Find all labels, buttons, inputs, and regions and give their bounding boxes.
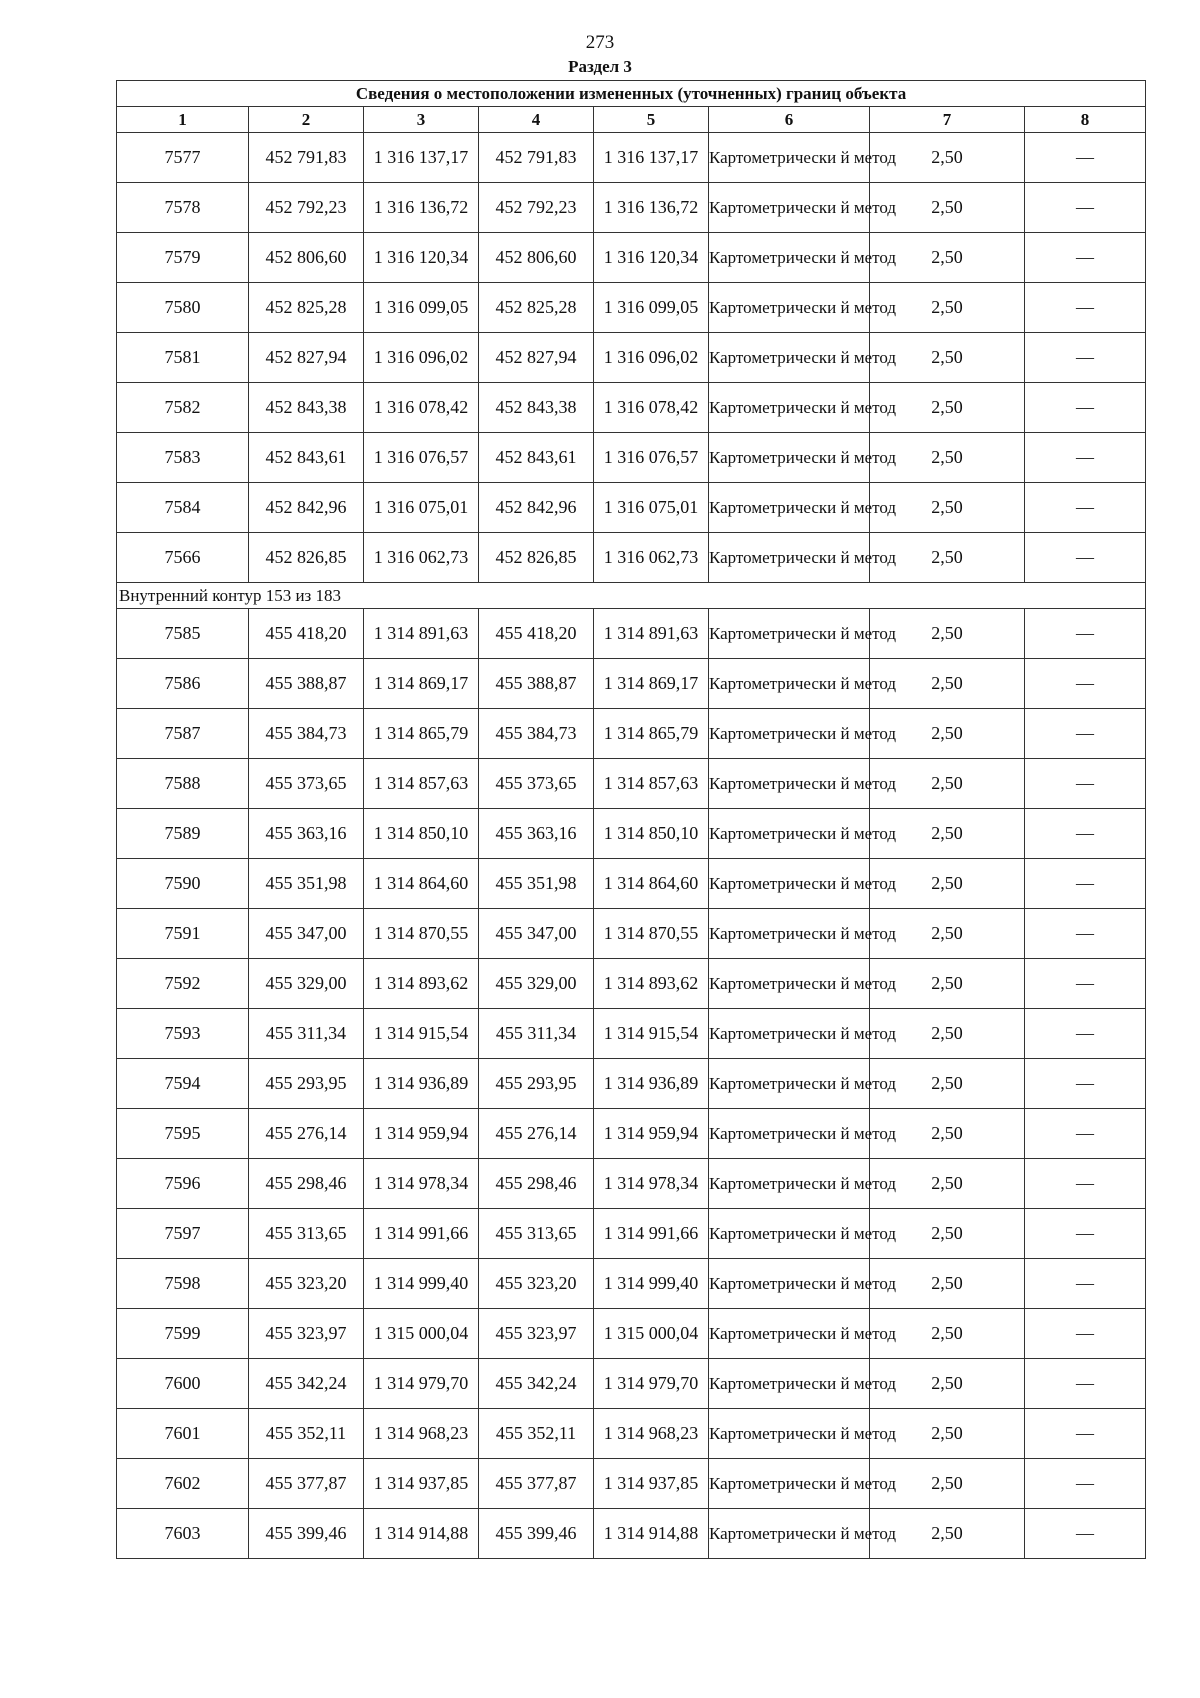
accuracy-cell: 2,50 xyxy=(870,433,1025,483)
point-number-cell: 7597 xyxy=(117,1209,249,1259)
y-existing-cell: 1 314 914,88 xyxy=(364,1509,479,1559)
point-number-cell: 7566 xyxy=(117,533,249,583)
x-refined-cell: 455 384,73 xyxy=(479,709,594,759)
table-row xyxy=(117,433,1146,483)
y-refined-cell: 1 316 075,01 xyxy=(594,483,709,533)
table-row xyxy=(117,709,1146,759)
point-number-cell: 7579 xyxy=(117,233,249,283)
accuracy-cell: 2,50 xyxy=(870,1159,1025,1209)
y-existing-cell: 1 314 915,54 xyxy=(364,1009,479,1059)
accuracy-cell: 2,50 xyxy=(870,959,1025,1009)
point-number-cell: 7592 xyxy=(117,959,249,1009)
accuracy-cell: 2,50 xyxy=(870,1109,1025,1159)
x-existing-cell: 452 827,94 xyxy=(249,333,364,383)
point-number-cell: 7601 xyxy=(117,1409,249,1459)
table-row xyxy=(117,1509,1146,1559)
y-refined-cell: 1 314 937,85 xyxy=(594,1459,709,1509)
x-refined-cell: 452 843,38 xyxy=(479,383,594,433)
note-cell: — xyxy=(1025,1309,1146,1359)
table-row xyxy=(117,1409,1146,1459)
table-row xyxy=(117,659,1146,709)
accuracy-cell: 2,50 xyxy=(870,1259,1025,1309)
accuracy-cell: 2,50 xyxy=(870,1409,1025,1459)
method-cell: Картометрически й метод xyxy=(709,133,870,183)
method-cell: Картометрически й метод xyxy=(709,1409,870,1459)
accuracy-cell: 2,50 xyxy=(870,333,1025,383)
y-refined-cell: 1 314 865,79 xyxy=(594,709,709,759)
accuracy-cell: 2,50 xyxy=(870,233,1025,283)
method-cell: Картометрически й метод xyxy=(709,483,870,533)
y-existing-cell: 1 314 893,62 xyxy=(364,959,479,1009)
x-existing-cell: 455 388,87 xyxy=(249,659,364,709)
point-number-cell: 7584 xyxy=(117,483,249,533)
y-refined-cell: 1 314 914,88 xyxy=(594,1509,709,1559)
table-row xyxy=(117,1059,1146,1109)
point-number-cell: 7598 xyxy=(117,1259,249,1309)
x-existing-cell: 455 311,34 xyxy=(249,1009,364,1059)
y-refined-cell: 1 314 968,23 xyxy=(594,1409,709,1459)
accuracy-cell: 2,50 xyxy=(870,1009,1025,1059)
x-existing-cell: 455 293,95 xyxy=(249,1059,364,1109)
accuracy-cell: 2,50 xyxy=(870,1059,1025,1109)
y-refined-cell: 1 314 850,10 xyxy=(594,809,709,859)
note-cell: — xyxy=(1025,383,1146,433)
y-existing-cell: 1 316 120,34 xyxy=(364,233,479,283)
x-existing-cell: 452 792,23 xyxy=(249,183,364,233)
method-cell: Картометрически й метод xyxy=(709,1159,870,1209)
table-row xyxy=(117,533,1146,583)
x-existing-cell: 455 329,00 xyxy=(249,959,364,1009)
y-refined-cell: 1 314 893,62 xyxy=(594,959,709,1009)
note-cell: — xyxy=(1025,1059,1146,1109)
y-refined-cell: 1 316 136,72 xyxy=(594,183,709,233)
method-cell: Картометрически й метод xyxy=(709,333,870,383)
method-cell: Картометрически й метод xyxy=(709,1009,870,1059)
x-existing-cell: 455 418,20 xyxy=(249,609,364,659)
point-number-cell: 7591 xyxy=(117,909,249,959)
point-number-cell: 7599 xyxy=(117,1309,249,1359)
note-cell: — xyxy=(1025,909,1146,959)
y-refined-cell: 1 315 000,04 xyxy=(594,1309,709,1359)
y-existing-cell: 1 315 000,04 xyxy=(364,1309,479,1359)
method-cell: Картометрически й метод xyxy=(709,659,870,709)
y-existing-cell: 1 314 865,79 xyxy=(364,709,479,759)
note-cell: — xyxy=(1025,1409,1146,1459)
y-existing-cell: 1 314 968,23 xyxy=(364,1409,479,1459)
method-cell: Картометрически й метод xyxy=(709,1359,870,1409)
x-existing-cell: 455 313,65 xyxy=(249,1209,364,1259)
x-existing-cell: 455 399,46 xyxy=(249,1509,364,1559)
note-cell: — xyxy=(1025,1509,1146,1559)
y-existing-cell: 1 314 979,70 xyxy=(364,1359,479,1409)
note-cell: — xyxy=(1025,1109,1146,1159)
point-number-cell: 7589 xyxy=(117,809,249,859)
column-number: 5 xyxy=(594,107,709,133)
x-existing-cell: 452 806,60 xyxy=(249,233,364,283)
method-cell: Картометрически й метод xyxy=(709,433,870,483)
x-existing-cell: 452 825,28 xyxy=(249,283,364,333)
x-refined-cell: 455 351,98 xyxy=(479,859,594,909)
column-number: 3 xyxy=(364,107,479,133)
y-refined-cell: 1 316 062,73 xyxy=(594,533,709,583)
method-cell: Картометрически й метод xyxy=(709,1209,870,1259)
table-row xyxy=(117,759,1146,809)
point-number-cell: 7600 xyxy=(117,1359,249,1409)
table-row xyxy=(117,333,1146,383)
table-row xyxy=(117,609,1146,659)
table-row xyxy=(117,383,1146,433)
table-row xyxy=(117,959,1146,1009)
x-refined-cell: 455 323,97 xyxy=(479,1309,594,1359)
x-refined-cell: 455 313,65 xyxy=(479,1209,594,1259)
method-cell: Картометрически й метод xyxy=(709,183,870,233)
accuracy-cell: 2,50 xyxy=(870,609,1025,659)
point-number-cell: 7577 xyxy=(117,133,249,183)
x-refined-cell: 452 791,83 xyxy=(479,133,594,183)
accuracy-cell: 2,50 xyxy=(870,383,1025,433)
table-row xyxy=(117,133,1146,183)
y-existing-cell: 1 316 076,57 xyxy=(364,433,479,483)
y-refined-cell: 1 314 936,89 xyxy=(594,1059,709,1109)
method-cell: Картометрически й метод xyxy=(709,859,870,909)
point-number-cell: 7581 xyxy=(117,333,249,383)
note-cell: — xyxy=(1025,609,1146,659)
contour-label: Внутренний контур 153 из 183 xyxy=(117,583,1146,609)
method-cell: Картометрически й метод xyxy=(709,383,870,433)
x-existing-cell: 455 352,11 xyxy=(249,1409,364,1459)
accuracy-cell: 2,50 xyxy=(870,1209,1025,1259)
x-existing-cell: 455 384,73 xyxy=(249,709,364,759)
y-existing-cell: 1 314 991,66 xyxy=(364,1209,479,1259)
x-refined-cell: 452 825,28 xyxy=(479,283,594,333)
x-refined-cell: 452 827,94 xyxy=(479,333,594,383)
point-number-cell: 7580 xyxy=(117,283,249,333)
accuracy-cell: 2,50 xyxy=(870,183,1025,233)
method-cell: Картометрически й метод xyxy=(709,609,870,659)
accuracy-cell: 2,50 xyxy=(870,1509,1025,1559)
x-existing-cell: 452 826,85 xyxy=(249,533,364,583)
y-existing-cell: 1 314 891,63 xyxy=(364,609,479,659)
method-cell: Картометрически й метод xyxy=(709,1309,870,1359)
table-caption: Сведения о местоположении измененных (уточненных) границ объекта xyxy=(117,81,1146,107)
x-existing-cell: 452 843,61 xyxy=(249,433,364,483)
y-existing-cell: 1 314 978,34 xyxy=(364,1159,479,1209)
method-cell: Картометрически й метод xyxy=(709,1459,870,1509)
y-existing-cell: 1 314 864,60 xyxy=(364,859,479,909)
point-number-cell: 7587 xyxy=(117,709,249,759)
method-cell: Картометрически й метод xyxy=(709,1259,870,1309)
accuracy-cell: 2,50 xyxy=(870,909,1025,959)
y-refined-cell: 1 314 891,63 xyxy=(594,609,709,659)
note-cell: — xyxy=(1025,809,1146,859)
table-row xyxy=(117,1309,1146,1359)
y-existing-cell: 1 314 937,85 xyxy=(364,1459,479,1509)
column-number-row xyxy=(117,107,1146,133)
table-row xyxy=(117,1459,1146,1509)
point-number-cell: 7590 xyxy=(117,859,249,909)
x-refined-cell: 455 276,14 xyxy=(479,1109,594,1159)
x-refined-cell: 452 826,85 xyxy=(479,533,594,583)
method-cell: Картометрически й метод xyxy=(709,233,870,283)
x-refined-cell: 455 298,46 xyxy=(479,1159,594,1209)
accuracy-cell: 2,50 xyxy=(870,1359,1025,1409)
y-refined-cell: 1 314 864,60 xyxy=(594,859,709,909)
coordinates-table xyxy=(116,80,1146,1559)
x-refined-cell: 455 347,00 xyxy=(479,909,594,959)
point-number-cell: 7595 xyxy=(117,1109,249,1159)
accuracy-cell: 2,50 xyxy=(870,283,1025,333)
y-existing-cell: 1 314 999,40 xyxy=(364,1259,479,1309)
table-row xyxy=(117,909,1146,959)
method-cell: Картометрически й метод xyxy=(709,1059,870,1109)
y-existing-cell: 1 314 869,17 xyxy=(364,659,479,709)
y-refined-cell: 1 314 991,66 xyxy=(594,1209,709,1259)
note-cell: — xyxy=(1025,1259,1146,1309)
method-cell: Картометрически й метод xyxy=(709,709,870,759)
y-refined-cell: 1 316 099,05 xyxy=(594,283,709,333)
table-row xyxy=(117,483,1146,533)
x-existing-cell: 452 791,83 xyxy=(249,133,364,183)
y-refined-cell: 1 316 078,42 xyxy=(594,383,709,433)
accuracy-cell: 2,50 xyxy=(870,1309,1025,1359)
method-cell: Картометрически й метод xyxy=(709,533,870,583)
column-number: 2 xyxy=(249,107,364,133)
point-number-cell: 7578 xyxy=(117,183,249,233)
note-cell: — xyxy=(1025,709,1146,759)
method-cell: Картометрически й метод xyxy=(709,809,870,859)
point-number-cell: 7586 xyxy=(117,659,249,709)
note-cell: — xyxy=(1025,483,1146,533)
column-number: 7 xyxy=(870,107,1025,133)
y-refined-cell: 1 314 979,70 xyxy=(594,1359,709,1409)
table-row xyxy=(117,1209,1146,1259)
note-cell: — xyxy=(1025,183,1146,233)
x-refined-cell: 455 418,20 xyxy=(479,609,594,659)
accuracy-cell: 2,50 xyxy=(870,483,1025,533)
x-refined-cell: 455 388,87 xyxy=(479,659,594,709)
point-number-cell: 7594 xyxy=(117,1059,249,1109)
x-existing-cell: 455 373,65 xyxy=(249,759,364,809)
accuracy-cell: 2,50 xyxy=(870,759,1025,809)
point-number-cell: 7585 xyxy=(117,609,249,659)
note-cell: — xyxy=(1025,233,1146,283)
note-cell: — xyxy=(1025,1209,1146,1259)
x-refined-cell: 452 842,96 xyxy=(479,483,594,533)
column-number: 6 xyxy=(709,107,870,133)
y-existing-cell: 1 314 857,63 xyxy=(364,759,479,809)
table-row xyxy=(117,1359,1146,1409)
x-existing-cell: 455 323,97 xyxy=(249,1309,364,1359)
point-number-cell: 7582 xyxy=(117,383,249,433)
x-existing-cell: 452 842,96 xyxy=(249,483,364,533)
note-cell: — xyxy=(1025,1159,1146,1209)
point-number-cell: 7583 xyxy=(117,433,249,483)
method-cell: Картометрически й метод xyxy=(709,1509,870,1559)
note-cell: — xyxy=(1025,659,1146,709)
table-row xyxy=(117,1109,1146,1159)
x-existing-cell: 455 377,87 xyxy=(249,1459,364,1509)
note-cell: — xyxy=(1025,1459,1146,1509)
note-cell: — xyxy=(1025,859,1146,909)
point-number-cell: 7602 xyxy=(117,1459,249,1509)
table-row xyxy=(117,1259,1146,1309)
y-existing-cell: 1 314 870,55 xyxy=(364,909,479,959)
y-refined-cell: 1 314 959,94 xyxy=(594,1109,709,1159)
x-existing-cell: 455 298,46 xyxy=(249,1159,364,1209)
x-refined-cell: 452 843,61 xyxy=(479,433,594,483)
x-refined-cell: 452 792,23 xyxy=(479,183,594,233)
x-existing-cell: 455 276,14 xyxy=(249,1109,364,1159)
note-cell: — xyxy=(1025,1359,1146,1409)
y-existing-cell: 1 314 936,89 xyxy=(364,1059,479,1109)
x-existing-cell: 455 351,98 xyxy=(249,859,364,909)
x-refined-cell: 455 352,11 xyxy=(479,1409,594,1459)
accuracy-cell: 2,50 xyxy=(870,659,1025,709)
note-cell: — xyxy=(1025,533,1146,583)
table-row xyxy=(117,1009,1146,1059)
x-existing-cell: 455 363,16 xyxy=(249,809,364,859)
point-number-cell: 7603 xyxy=(117,1509,249,1559)
method-cell: Картометрически й метод xyxy=(709,283,870,333)
y-existing-cell: 1 316 137,17 xyxy=(364,133,479,183)
point-number-cell: 7593 xyxy=(117,1009,249,1059)
x-refined-cell: 455 329,00 xyxy=(479,959,594,1009)
contour-row xyxy=(117,583,1146,609)
y-existing-cell: 1 316 078,42 xyxy=(364,383,479,433)
y-refined-cell: 1 316 137,17 xyxy=(594,133,709,183)
accuracy-cell: 2,50 xyxy=(870,859,1025,909)
y-refined-cell: 1 316 076,57 xyxy=(594,433,709,483)
x-refined-cell: 455 363,16 xyxy=(479,809,594,859)
table-row xyxy=(117,1159,1146,1209)
method-cell: Картометрически й метод xyxy=(709,909,870,959)
table-row xyxy=(117,809,1146,859)
y-refined-cell: 1 314 999,40 xyxy=(594,1259,709,1309)
x-refined-cell: 455 399,46 xyxy=(479,1509,594,1559)
page-number: 273 xyxy=(585,32,615,53)
y-existing-cell: 1 314 959,94 xyxy=(364,1109,479,1159)
x-refined-cell: 455 293,95 xyxy=(479,1059,594,1109)
table-row xyxy=(117,233,1146,283)
table-row xyxy=(117,283,1146,333)
note-cell: — xyxy=(1025,333,1146,383)
note-cell: — xyxy=(1025,433,1146,483)
x-refined-cell: 455 342,24 xyxy=(479,1359,594,1409)
accuracy-cell: 2,50 xyxy=(870,533,1025,583)
point-number-cell: 7588 xyxy=(117,759,249,809)
column-number: 4 xyxy=(479,107,594,133)
x-existing-cell: 455 342,24 xyxy=(249,1359,364,1409)
x-existing-cell: 455 347,00 xyxy=(249,909,364,959)
x-refined-cell: 455 323,20 xyxy=(479,1259,594,1309)
x-refined-cell: 452 806,60 xyxy=(479,233,594,283)
note-cell: — xyxy=(1025,133,1146,183)
x-refined-cell: 455 373,65 xyxy=(479,759,594,809)
note-cell: — xyxy=(1025,1009,1146,1059)
y-existing-cell: 1 316 096,02 xyxy=(364,333,479,383)
y-existing-cell: 1 316 136,72 xyxy=(364,183,479,233)
y-refined-cell: 1 316 120,34 xyxy=(594,233,709,283)
table-row xyxy=(117,183,1146,233)
y-refined-cell: 1 314 870,55 xyxy=(594,909,709,959)
y-refined-cell: 1 314 978,34 xyxy=(594,1159,709,1209)
y-existing-cell: 1 316 075,01 xyxy=(364,483,479,533)
section-title: Раздел 3 xyxy=(568,57,632,76)
accuracy-cell: 2,50 xyxy=(870,709,1025,759)
accuracy-cell: 2,50 xyxy=(870,809,1025,859)
table-caption-row xyxy=(117,81,1146,107)
note-cell: — xyxy=(1025,759,1146,809)
table-row xyxy=(117,859,1146,909)
x-refined-cell: 455 377,87 xyxy=(479,1459,594,1509)
method-cell: Картометрически й метод xyxy=(709,759,870,809)
y-existing-cell: 1 316 099,05 xyxy=(364,283,479,333)
point-number-cell: 7596 xyxy=(117,1159,249,1209)
y-refined-cell: 1 314 869,17 xyxy=(594,659,709,709)
x-existing-cell: 452 843,38 xyxy=(249,383,364,433)
x-existing-cell: 455 323,20 xyxy=(249,1259,364,1309)
y-refined-cell: 1 316 096,02 xyxy=(594,333,709,383)
note-cell: — xyxy=(1025,959,1146,1009)
y-existing-cell: 1 314 850,10 xyxy=(364,809,479,859)
column-number: 1 xyxy=(117,107,249,133)
y-refined-cell: 1 314 915,54 xyxy=(594,1009,709,1059)
x-refined-cell: 455 311,34 xyxy=(479,1009,594,1059)
column-number: 8 xyxy=(1025,107,1146,133)
y-existing-cell: 1 316 062,73 xyxy=(364,533,479,583)
accuracy-cell: 2,50 xyxy=(870,1459,1025,1509)
method-cell: Картометрически й метод xyxy=(709,1109,870,1159)
method-cell: Картометрически й метод xyxy=(709,959,870,1009)
accuracy-cell: 2,50 xyxy=(870,133,1025,183)
y-refined-cell: 1 314 857,63 xyxy=(594,759,709,809)
note-cell: — xyxy=(1025,283,1146,333)
